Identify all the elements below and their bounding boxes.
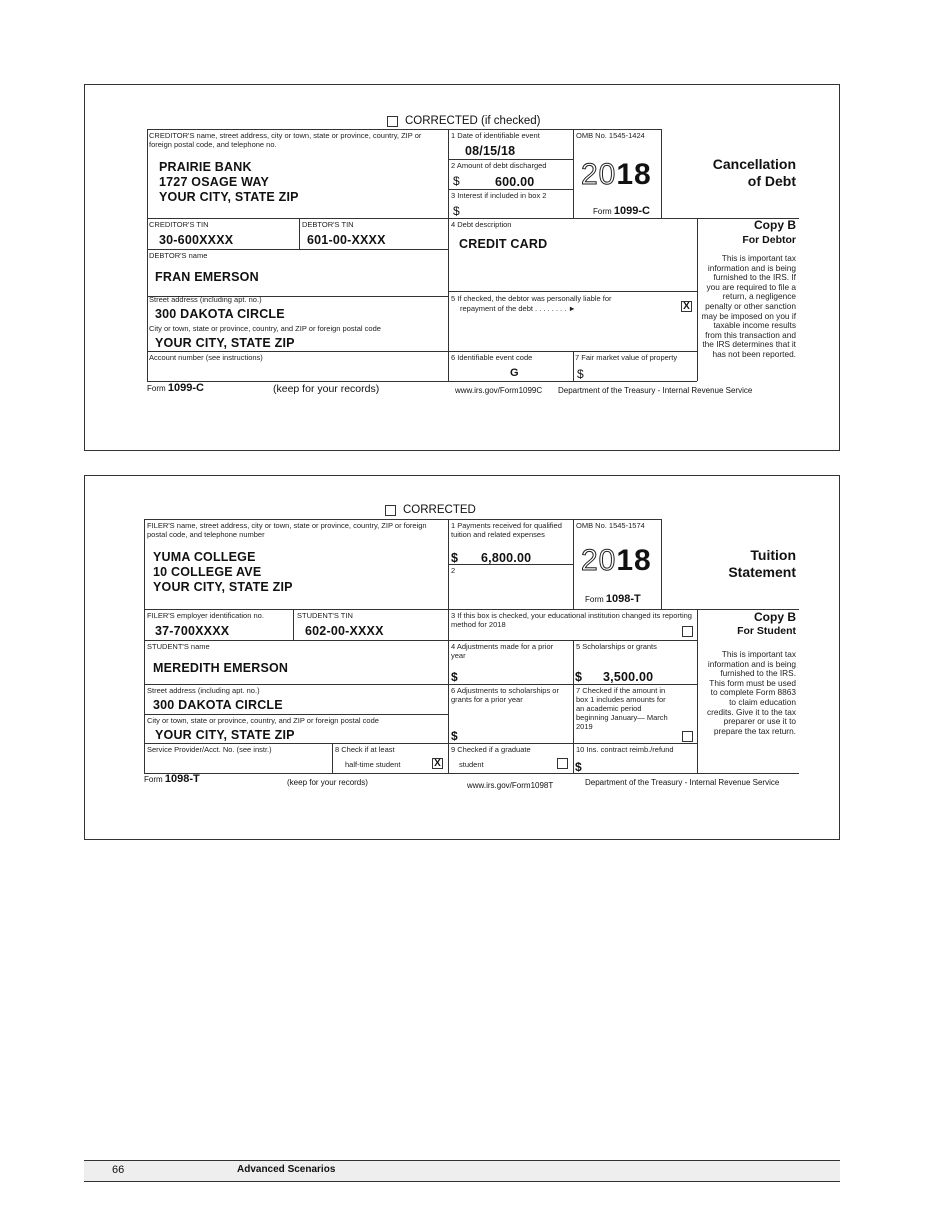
box7-label: 7 Checked if the amount in box 1 includes amounts for an academic period beginning January— March 2019 [576, 686, 668, 731]
filer-ein: 37-700XXXX [155, 624, 230, 638]
street-label: Street address (including apt. no.) [149, 295, 262, 304]
form-id: Form 1098-T [585, 593, 641, 605]
irs-notice: This is important tax information and is being furnished to the IRS. This form must be used to complete Form 8863 to claim education credits. Give it to the tax preparer or use it to prepare the tax return. [707, 649, 796, 736]
debtor-street: 300 DAKOTA CIRCLE [155, 307, 285, 321]
box5-label: 5 Scholarships or grants [576, 642, 657, 651]
box3-label: 3 If this box is checked, your educational institution changed its reporting method for 2018 [451, 611, 692, 629]
filer-ein-label: FILER'S employer identification no. [147, 611, 264, 620]
box1-value: 6,800.00 [481, 551, 532, 565]
city-label: City or town, state or province, country, and ZIP or foreign postal code [149, 324, 381, 333]
student-city: YOUR CITY, STATE ZIP [155, 728, 295, 742]
copy-b-label: Copy B [754, 610, 796, 624]
form-footer-id: Form 1098-T [144, 773, 200, 785]
filer-label: FILER'S name, street address, city or town, state or province, country, ZIP or foreign postal code, and telephone number [147, 521, 427, 539]
debtor-city: YOUR CITY, STATE ZIP [155, 336, 295, 350]
box3-dollar: $ [453, 204, 460, 218]
box5-dollar: $ [575, 670, 583, 684]
creditor-label: CREDITOR'S name, street address, city or town, state or province, country, ZIP or foreign postal code, and telephone no. [149, 131, 422, 149]
copy-b-label: Copy B [754, 218, 796, 232]
debtor-tin: 601-00-XXXX [307, 233, 386, 247]
corrected-checkbox[interactable] [387, 116, 398, 127]
student-name-label: STUDENT'S name [147, 642, 210, 651]
page-number: 66 [112, 1164, 125, 1176]
box6-value: G [510, 367, 519, 379]
box1-value: 08/15/18 [465, 144, 516, 158]
box2-dollar: $ [453, 174, 460, 188]
omb-number: OMB No. 1545-1424 [576, 131, 645, 140]
creditor-tin: 30-600XXXX [159, 233, 234, 247]
treasury-dept: Department of the Treasury - Internal Revenue Service [585, 778, 780, 787]
treasury-dept: Department of the Treasury - Internal Revenue Service [558, 386, 753, 395]
student-name: MEREDITH EMERSON [153, 661, 289, 675]
box5-value: 3,500.00 [603, 670, 654, 684]
irs-notice: This is important tax information and is being furnished to the IRS. If you are required to file a return, a negligence penalty or other sanction may be imposed on you if taxable income results from this transaction and the IRS determines that it has not been reported. [701, 253, 796, 359]
box5-checkbox[interactable]: X [681, 301, 692, 312]
box8-checkbox[interactable]: X [432, 758, 443, 769]
omb-number: OMB No. 1545-1574 [576, 521, 645, 530]
box1-label: 1 Date of identifiable event [451, 131, 540, 140]
filer-street: 10 COLLEGE AVE [153, 565, 262, 579]
box6-label: 6 Adjustments to scholarships or grants for a prior year [451, 686, 559, 704]
form-footer-id: Form 1099-C [147, 382, 204, 394]
box2-label: 2 [451, 566, 456, 575]
box4-value: CREDIT CARD [459, 237, 548, 251]
box1-label: 1 Payments received for qualified tuition and related expenses [451, 521, 562, 539]
box1-dollar: $ [451, 551, 459, 565]
account-label: Account number (see instructions) [149, 353, 263, 362]
box6-label: 6 Identifiable event code [451, 353, 533, 362]
box3-checkbox[interactable] [682, 626, 693, 637]
street-label: Street address (including apt. no.) [147, 686, 260, 695]
creditor-tin-label: CREDITOR'S TIN [149, 220, 209, 229]
box7-dollar: $ [577, 367, 584, 381]
creditor-street: 1727 OSAGE WAY [159, 175, 270, 189]
corrected-label: CORRECTED (if checked) [405, 115, 541, 127]
keep-records-note: (keep for your records) [287, 778, 368, 787]
box9-label-line2: student [459, 760, 484, 769]
city-label: City or town, state or province, country, and ZIP or foreign postal code [147, 716, 379, 725]
debtor-name: FRAN EMERSON [155, 270, 259, 284]
box8-label-line2: half-time student [345, 760, 401, 769]
box7-label: 7 Fair market value of property [575, 353, 678, 362]
student-tin: 602-00-XXXX [305, 624, 384, 638]
box8-label-line1: 8 Check if at least [335, 745, 395, 754]
copy-for-label: For Student [737, 625, 796, 637]
filer-city: YOUR CITY, STATE ZIP [153, 580, 293, 594]
filer-name: YUMA COLLEGE [153, 550, 256, 564]
debtor-tin-label: DEBTOR'S TIN [302, 220, 354, 229]
section-title: Advanced Scenarios [237, 1164, 336, 1175]
form-1098t-panel [84, 475, 840, 840]
keep-records-note: (keep for your records) [273, 383, 380, 395]
debtor-name-label: DEBTOR'S name [149, 251, 208, 260]
box10-label: 10 Ins. contract reimb./refund [576, 745, 674, 754]
page-footer [84, 1160, 840, 1182]
copy-for-label: For Debtor [742, 234, 796, 246]
box4-label: 4 Adjustments made for a prior year [451, 642, 554, 660]
creditor-name: PRAIRIE BANK [159, 160, 252, 174]
student-tin-label: STUDENT'S TIN [297, 611, 353, 620]
box4-label: 4 Debt description [451, 220, 512, 229]
box6-dollar: $ [451, 729, 458, 743]
box10-dollar: $ [575, 760, 582, 774]
irs-url: www.irs.gov/Form1098T [467, 781, 554, 790]
box5-label: 5 If checked, the debtor was personally liable for repayment of the debt . . . . . . . . ► [451, 294, 612, 313]
form-id: Form 1099-C [593, 205, 650, 217]
box9-checkbox[interactable] [557, 758, 568, 769]
creditor-city: YOUR CITY, STATE ZIP [159, 190, 299, 204]
form-title: Cancellation of Debt [712, 156, 796, 189]
tax-year: 2018 [581, 544, 652, 577]
corrected-checkbox[interactable] [385, 505, 396, 516]
box9-label-line1: 9 Checked if a graduate [451, 745, 531, 754]
box2-label: 2 Amount of debt discharged [451, 161, 547, 170]
corrected-label: CORRECTED [403, 504, 476, 516]
form-title: Tuition Statement [728, 547, 796, 580]
box4-dollar: $ [451, 670, 458, 684]
student-street: 300 DAKOTA CIRCLE [153, 698, 283, 712]
box3-label: 3 Interest if included in box 2 [451, 191, 547, 200]
service-provider-label: Service Provider/Acct. No. (see instr.) [147, 745, 272, 754]
box2-value: 600.00 [495, 175, 535, 189]
irs-url: www.irs.gov/Form1099C [455, 386, 543, 395]
form-1099c-panel [84, 84, 840, 451]
tax-year: 2018 [581, 158, 652, 191]
box7-checkbox[interactable] [682, 731, 693, 742]
